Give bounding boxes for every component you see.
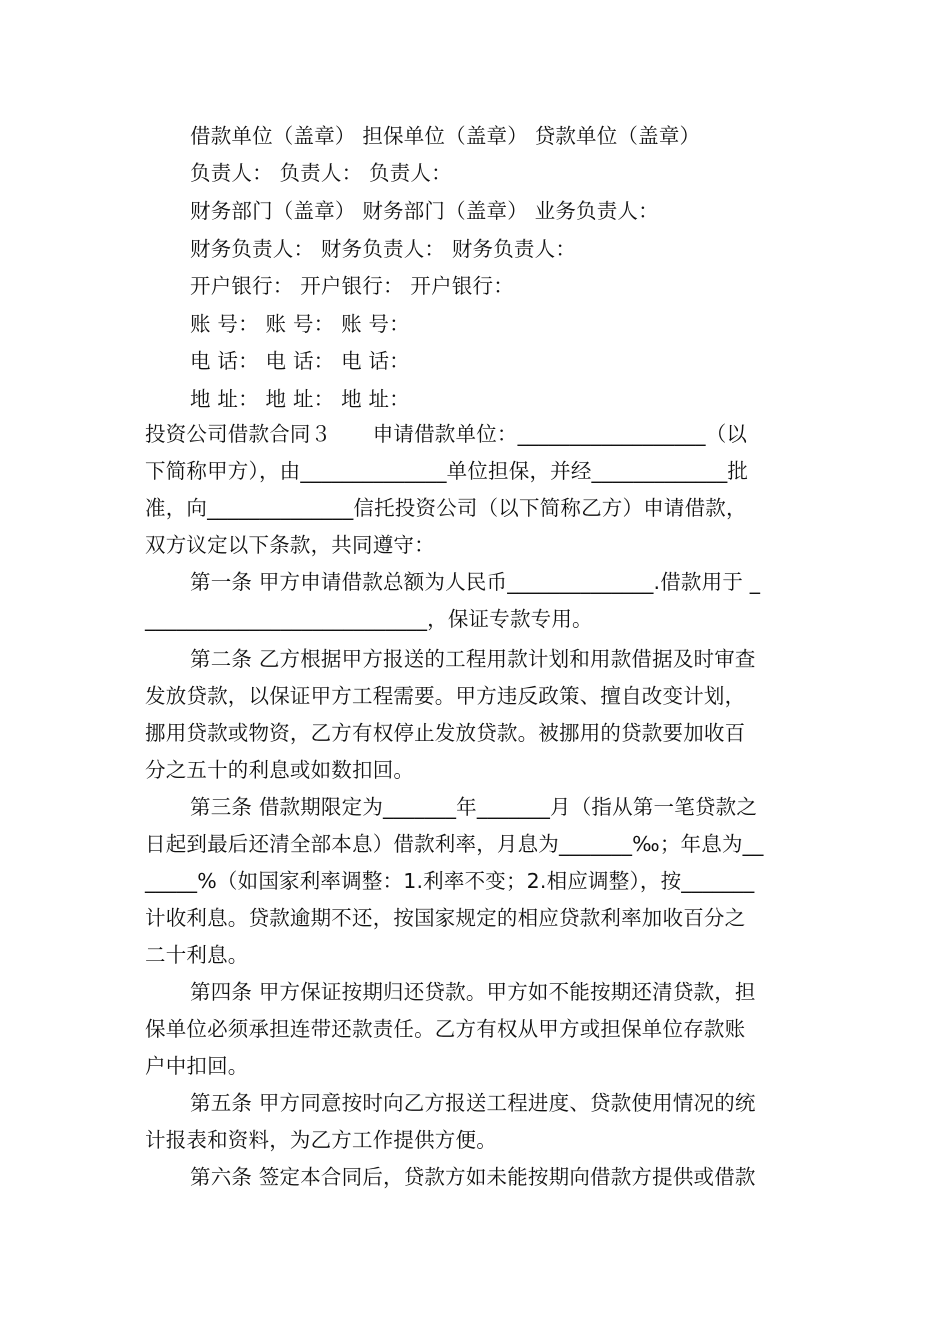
signature-line-finance-dept: 财务部门（盖章） 财务部门（盖章） 业务负责人： (190, 199, 659, 223)
article-2-line: 发放贷款，以保证甲方工程需要。甲方违反政策、擅自改变计划， (145, 684, 746, 708)
article-4-line: 户中扣回。 (145, 1054, 249, 1078)
article-2-line: 第二条 乙方根据甲方报送的工程用款计划和用款借据及时审查 (190, 647, 756, 671)
contract-intro-line: 准，向______________信托投资公司（以下简称乙方）申请借款， (145, 496, 747, 520)
signature-line-finance-head: 财务负责人： 财务负责人： 财务负责人： (190, 237, 577, 261)
article-6-line: 第六条 签定本合同后，贷款方如未能按期向借款方提供或借款 (190, 1165, 756, 1189)
signature-line-bank: 开户银行： 开户银行： 开户银行： (190, 274, 514, 298)
signature-line-seal: 借款单位（盖章） 担保单位（盖章） 贷款单位（盖章） (190, 124, 701, 148)
article-2-line: 挪用贷款或物资，乙方有权停止发放贷款。被挪用的贷款要加收百 (145, 721, 746, 745)
article-2-line: 分之五十的利息或如数扣回。 (145, 758, 415, 782)
article-3-line: 计收利息。贷款逾期不还，按国家规定的相应贷款利率加收百分之 (145, 906, 746, 930)
signature-line-address: 地 址： 地 址： 地 址： (190, 387, 410, 411)
contract-intro-line: 双方议定以下条款，共同遵守： (145, 533, 435, 557)
article-1-line: 第一条 甲方申请借款总额为人民币______________.借款用于 _ (190, 570, 761, 594)
contract-intro-line: 投资公司借款合同３ 申请借款单位：__________________（以 (145, 422, 748, 446)
article-3-line: 日起到最后还清全部本息）借款利率，月息为_______‰；年息为__ (145, 832, 764, 856)
article-1-line: ___________________________，保证专款专用。 (145, 607, 593, 631)
article-3-line: 二十利息。 (145, 943, 249, 967)
article-5-line: 第五条 甲方同意按时向乙方报送工程进度、贷款使用情况的统 (190, 1091, 756, 1115)
article-5-line: 计报表和资料，为乙方工作提供方便。 (145, 1128, 497, 1152)
signature-line-responsible: 负责人： 负责人： 负责人： (190, 161, 452, 185)
signature-line-account: 账 号： 账 号： 账 号： (190, 312, 410, 336)
article-4-line: 第四条 甲方保证按期归还贷款。甲方如不能按期还清贷款，担 (190, 980, 756, 1004)
article-3-line: 第三条 借款期限定为_______年_______月（指从第一笔贷款之 (190, 795, 758, 819)
contract-intro-line: 下简称甲方），由______________单位担保，并经_____________批 (145, 459, 749, 483)
article-4-line: 保单位必须承担连带还款责任。乙方有权从甲方或担保单位存款账 (145, 1017, 746, 1041)
signature-line-phone: 电 话： 电 话： 电 话： (190, 349, 410, 373)
article-3-line: _____%（如国家利率调整：1.利率不变；2.相应调整），按_______ (145, 869, 755, 893)
